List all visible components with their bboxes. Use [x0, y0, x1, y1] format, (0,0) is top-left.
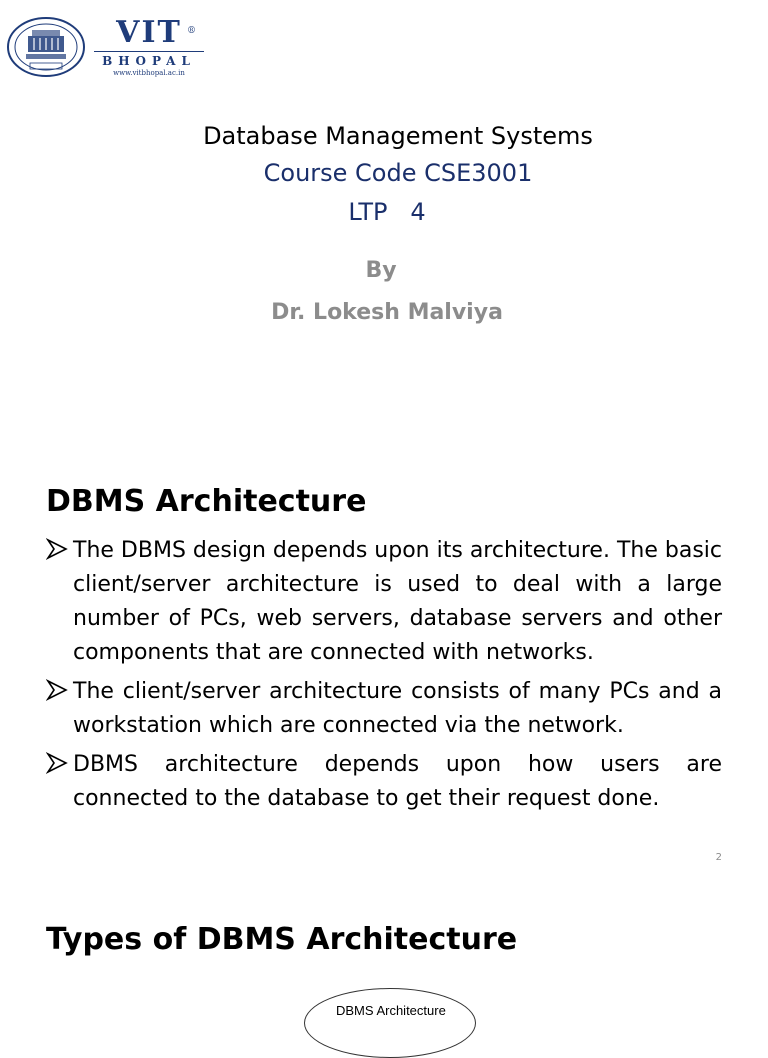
logo-name: VIT ® [116, 15, 198, 50]
page-number: 2 [715, 852, 722, 863]
diagram-node-label: DBMS Architecture [336, 1003, 446, 1018]
course-code: Course Code CSE3001 [263, 159, 533, 187]
diagram-root-node [304, 988, 476, 1058]
arrowhead-bullet-icon [46, 752, 68, 774]
types-of-dbms-slide [0, 900, 768, 1024]
course-title: Database Management Systems [203, 122, 593, 150]
registered-mark: ® [187, 26, 198, 36]
title-slide [0, 0, 768, 440]
bullet-item [46, 675, 722, 743]
logo-wordmark [92, 15, 206, 78]
vit-bhopal-logo [6, 14, 206, 80]
author-name: Dr. Lokesh Malviya [271, 300, 503, 325]
bullet-list [46, 534, 722, 821]
ltp-credits: LTP 4 [348, 198, 426, 226]
slide-heading: Types of DBMS Architecture [46, 922, 518, 957]
bullet-item [46, 534, 722, 670]
dbms-architecture-slide [0, 470, 768, 870]
by-label: By [365, 258, 397, 283]
logo-divider [94, 51, 204, 52]
arrowhead-bullet-icon [46, 679, 68, 701]
bullet-text: The DBMS design depends upon its architecture. The basic client/server architecture is used to deal with a large number of PCs, web servers, database servers and other components that are connected with networks. [73, 538, 722, 665]
logo-url: www.vitbhopal.ac.in [113, 69, 185, 77]
logo-location: BHOPAL [102, 54, 196, 68]
arrowhead-bullet-icon [46, 538, 68, 560]
slide-heading: DBMS Architecture [46, 484, 367, 519]
bullet-text: The client/server architecture consists of many PCs and a workstation which are connected via the network. [73, 679, 722, 738]
bullet-item [46, 748, 722, 816]
bullet-text: DBMS architecture depends upon how users are connected to the database to get their request done. [73, 752, 722, 811]
vit-seal-icon [6, 16, 86, 78]
